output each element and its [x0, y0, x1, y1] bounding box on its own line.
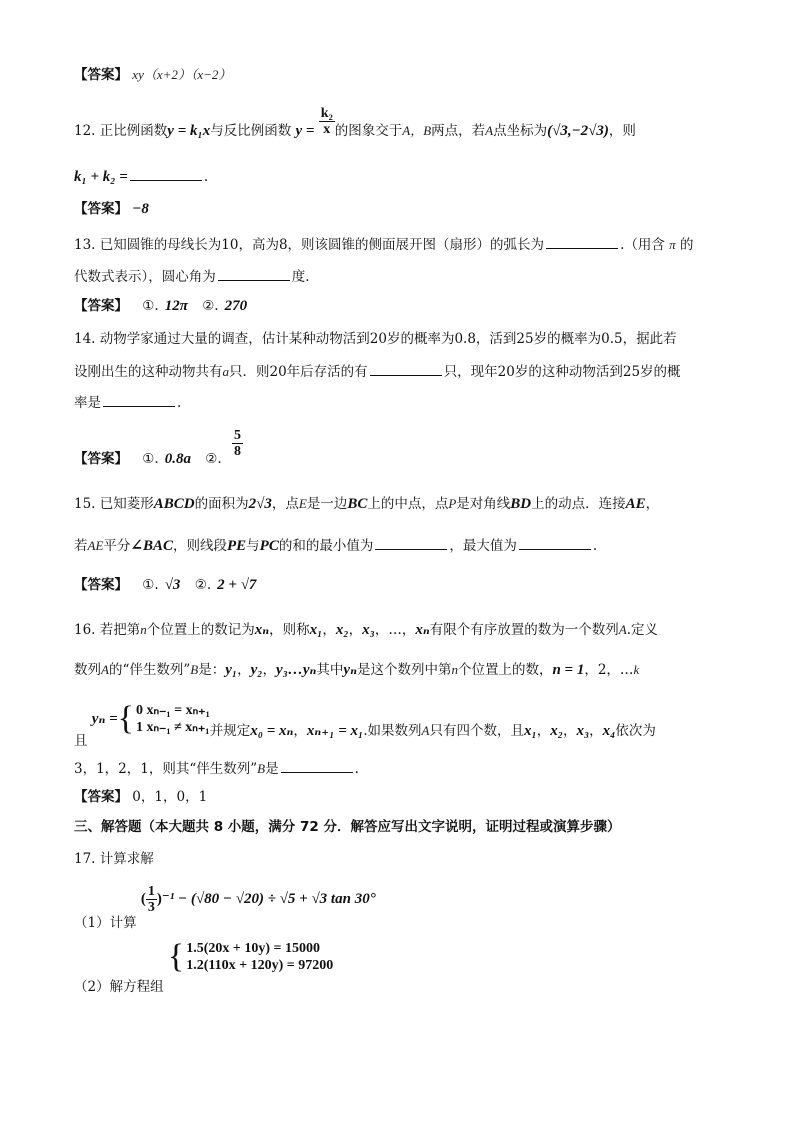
denominator: x — [323, 122, 331, 137]
text: 有限个有序放置的数为一个数列 — [429, 622, 619, 638]
question-12-line-2 — [74, 166, 208, 186]
answer-tag: 【答案】 — [74, 451, 128, 467]
system-row: 1.2(110x + 120y) = 97200 — [186, 958, 334, 973]
answer-11 — [74, 66, 231, 84]
formula: ∠BAC — [130, 538, 173, 554]
answer-blank[interactable] — [546, 234, 618, 249]
equation-system — [168, 940, 333, 974]
fraction — [319, 106, 335, 137]
formula: AE — [625, 496, 646, 512]
text: 设刚出生的这种动物共有 — [74, 364, 223, 380]
formula: BC — [347, 496, 368, 512]
text: 只．则20年后存活的有 — [229, 364, 368, 380]
piecewise-system — [92, 702, 210, 736]
answer-blank[interactable] — [375, 535, 447, 550]
formula: yₙ — [343, 662, 357, 678]
question-number: 13. — [74, 237, 96, 253]
text: ①. — [142, 577, 159, 593]
text: 点坐标为 — [493, 123, 548, 139]
formula: x₂ — [335, 622, 349, 638]
question-15-line-2 — [74, 535, 597, 555]
text: 两点，若 — [431, 123, 486, 139]
text: ①. — [142, 298, 159, 314]
var: A — [618, 622, 627, 637]
var: B — [190, 662, 199, 677]
text: ②. — [202, 298, 219, 314]
text: 是对角线 — [456, 496, 511, 512]
text: 若把第 — [99, 622, 141, 638]
answer-blank[interactable] — [519, 535, 591, 550]
formula: x₁ — [309, 622, 323, 638]
formula: x₀ = xₙ — [250, 722, 294, 739]
formula: ⁻¹ − (√80 − √20) ÷ √5 + √3 tan 30° — [161, 891, 376, 907]
formula: k₁ + k₂ = — [74, 169, 128, 185]
text: 动物学家通过大量的调查，估计某种动物活到20岁的概率为0.8，活到25岁的概率为0.5，据此若 — [99, 331, 677, 347]
var: AE — [87, 538, 104, 553]
text: .（用含 — [620, 237, 665, 253]
formula: y₃…yₙ — [276, 662, 317, 678]
text: 平分 — [103, 538, 131, 554]
answer-value: 0，1，0，1 — [132, 789, 208, 805]
var: B — [257, 761, 266, 776]
question-number: 17. — [74, 851, 96, 867]
question-15-line-1 — [74, 495, 659, 513]
formula: x₃ — [362, 622, 375, 638]
answer-blank[interactable] — [103, 392, 175, 407]
text: ②. — [205, 451, 222, 467]
answer-16 — [74, 788, 207, 806]
question-16-line-3: 且 yₙ = { 0 xₙ₋₁ = xₙ₊₁ 1 xₙ₋₁ ≠ xₙ₊₁ 并规定x₀ = xₙ，xₙ₊₁ = x₁.如果数列A只有四个数，且x₁，x₂，x₃，x₄依次为 — [74, 700, 656, 749]
formula: x₁ — [523, 722, 537, 739]
question-16-line-4 — [74, 758, 359, 778]
question-14-line-1 — [74, 330, 677, 348]
answer-14 — [74, 428, 243, 467]
var: A — [485, 123, 494, 138]
text: 是这个数列中第 — [356, 662, 452, 678]
formula: y₂ — [250, 662, 263, 678]
text: 度. — [291, 269, 310, 285]
text: ，则称 — [269, 622, 310, 638]
text: ，则线段 — [172, 538, 227, 554]
text: 正比例函数 — [99, 123, 168, 139]
text: . — [177, 395, 182, 411]
text: … — [388, 622, 402, 638]
answer-tag: 【答案】 — [74, 789, 128, 805]
text: . — [592, 538, 598, 554]
text: 与反比例函数 — [210, 123, 292, 139]
answer-fraction — [232, 428, 243, 459]
formula: x₄ — [602, 722, 616, 739]
denominator: 3 — [147, 900, 155, 915]
text: ，最大值为 — [449, 538, 517, 554]
text: 是： — [198, 662, 226, 678]
text: 与 — [246, 538, 260, 554]
formula: n = 1 — [552, 662, 585, 678]
formula: y = — [295, 123, 315, 139]
text: 个位置上的数， — [457, 662, 553, 678]
text: 且 — [74, 732, 88, 749]
var: A — [101, 662, 109, 677]
formula: y₁ — [225, 662, 238, 678]
formula: PE — [226, 538, 247, 554]
var: E — [298, 496, 307, 511]
text: 的“伴生数列” — [108, 662, 191, 678]
section-heading: 三、解答题（本大题共 8 小题，满分 72 分．解答应写出文字说明，证明过程或演算步骤） — [74, 819, 621, 835]
question-16-line-1: 16. 若把第n个位置上的数记为xₙ，则称x₁，x₂，x₃，…，xₙ有限个有序放置的数为一个数列A.定义 — [74, 622, 658, 638]
answer-value: 2 + √7 — [217, 577, 257, 593]
text: 个位置上的数记为 — [146, 622, 255, 638]
text: 上的动点．连接 — [531, 496, 626, 512]
answer-value: xy（x+2）（x−2） — [132, 67, 232, 82]
var: k — [633, 662, 640, 677]
text: 代数式表示），圆心角为 — [74, 269, 216, 285]
question-13-line-1 — [74, 234, 693, 254]
formula: xₙ — [415, 622, 430, 638]
brace-icon: { — [167, 938, 185, 975]
formula: yₙ = — [91, 711, 118, 727]
question-number: 12. — [74, 123, 96, 139]
system-row: 1 xₙ₋₁ ≠ xₙ₊₁ — [135, 720, 210, 735]
brace-icon: { — [117, 700, 134, 737]
answer-value: −8 — [132, 201, 149, 217]
answer-blank[interactable] — [370, 361, 442, 376]
numerator: k₂ — [320, 106, 333, 121]
text: 率是 — [74, 395, 101, 411]
var: A — [421, 722, 430, 738]
denominator: 8 — [233, 444, 241, 459]
fraction — [146, 884, 157, 915]
answer-15 — [74, 576, 256, 594]
answer-12 — [74, 200, 149, 218]
var: n — [140, 622, 147, 637]
text: 数列 — [74, 662, 101, 678]
text: 已知圆锥的母线长为10，高为8，则该圆锥的侧面展开图（扇形）的弧长为 — [99, 237, 545, 253]
formula: xₙ — [254, 622, 270, 638]
formula: x₂ — [550, 722, 563, 739]
answer-blank[interactable] — [130, 166, 202, 181]
var: n — [451, 662, 458, 677]
formula: (√3,−2√3) — [547, 123, 609, 139]
text: 3，1，2，1，则其“伴生数列” — [74, 761, 258, 777]
answer-tag: 【答案】 — [74, 67, 128, 83]
text: 已知菱形 — [99, 496, 154, 512]
formula: y = k₁x — [167, 123, 211, 139]
question-14-line-3 — [74, 392, 181, 412]
formula: xₙ₊₁ = x₁ — [306, 722, 364, 739]
var: A，B — [402, 123, 432, 138]
text: ，2，… — [584, 662, 634, 678]
answer-13 — [74, 297, 247, 315]
text: ①. — [142, 451, 159, 467]
formula: 2√3 — [248, 496, 272, 512]
answer-tag: 【答案】 — [74, 298, 128, 314]
var: π — [669, 237, 676, 252]
text: 并规定 — [209, 722, 251, 739]
answer-tag: 【答案】 — [74, 201, 128, 217]
question-17-part-2 — [74, 938, 334, 995]
text: 只有四个数，且 — [429, 722, 524, 739]
system-row: 0 xₙ₋₁ = xₙ₊₁ — [135, 703, 210, 718]
answer-value: √3 — [164, 577, 181, 593]
text: 的面积为 — [194, 496, 249, 512]
text: 只，现年20岁的这种动物活到25岁的概 — [443, 364, 681, 380]
question-17-part-1: （1）计算 ( $\frac{1}{3}$ )⁻¹ − (√80 − √20) ÷ √5 + √3 tan 30° — [74, 884, 376, 931]
text: ，点 — [271, 496, 299, 512]
answer-blank[interactable] — [218, 266, 290, 281]
text: 的和的最小值为 — [278, 538, 374, 554]
question-17-title — [74, 850, 154, 868]
formula: BD — [510, 496, 532, 512]
numerator: 5 — [233, 428, 241, 443]
text: 是一边 — [306, 496, 348, 512]
text: . — [203, 169, 209, 185]
text: （1）计算 — [74, 915, 137, 931]
question-number: 14. — [74, 331, 96, 347]
question-12-line-1 — [74, 106, 636, 147]
text: 的 — [679, 237, 694, 253]
answer-value: 0.8a — [164, 451, 191, 467]
var: a — [222, 364, 229, 379]
text: 计算求解 — [99, 851, 154, 867]
var: P — [448, 496, 457, 511]
answer-value: 270 — [224, 298, 248, 314]
formula: ABCD — [153, 496, 195, 512]
question-number: 15. — [74, 496, 96, 512]
formula: PC — [259, 538, 279, 554]
text: .如果数列 — [363, 722, 422, 739]
text: 是 — [265, 761, 279, 777]
question-16-line-2: 数列A的“伴生数列”B是：y₁，y₂，y₃…yₙ其中yₙ是这个数列中第n个位置上的数，n = 1，2，…k — [74, 662, 640, 678]
text: .定义 — [626, 622, 658, 638]
text: 其中 — [316, 662, 344, 678]
numerator: 1 — [147, 884, 155, 899]
text: ， — [645, 496, 660, 512]
text: . — [354, 761, 359, 777]
system-row: 1.5(20x + 10y) = 15000 — [186, 941, 320, 956]
formula: x₃ — [576, 722, 590, 739]
answer-blank[interactable] — [281, 758, 353, 773]
text: 若 — [74, 538, 88, 554]
answer-tag: 【答案】 — [74, 577, 128, 593]
question-14-line-2 — [74, 361, 681, 381]
text: 的图象交于 — [334, 123, 403, 139]
answer-value: 12π — [164, 298, 188, 314]
question-number: 16. — [74, 622, 96, 638]
text: 上的中点，点 — [367, 496, 449, 512]
text: ②. — [194, 577, 212, 593]
text: ，则 — [608, 123, 636, 139]
question-13-line-2 — [74, 266, 310, 286]
text: 依次为 — [615, 722, 656, 739]
text: （2）解方程组 — [74, 978, 164, 995]
